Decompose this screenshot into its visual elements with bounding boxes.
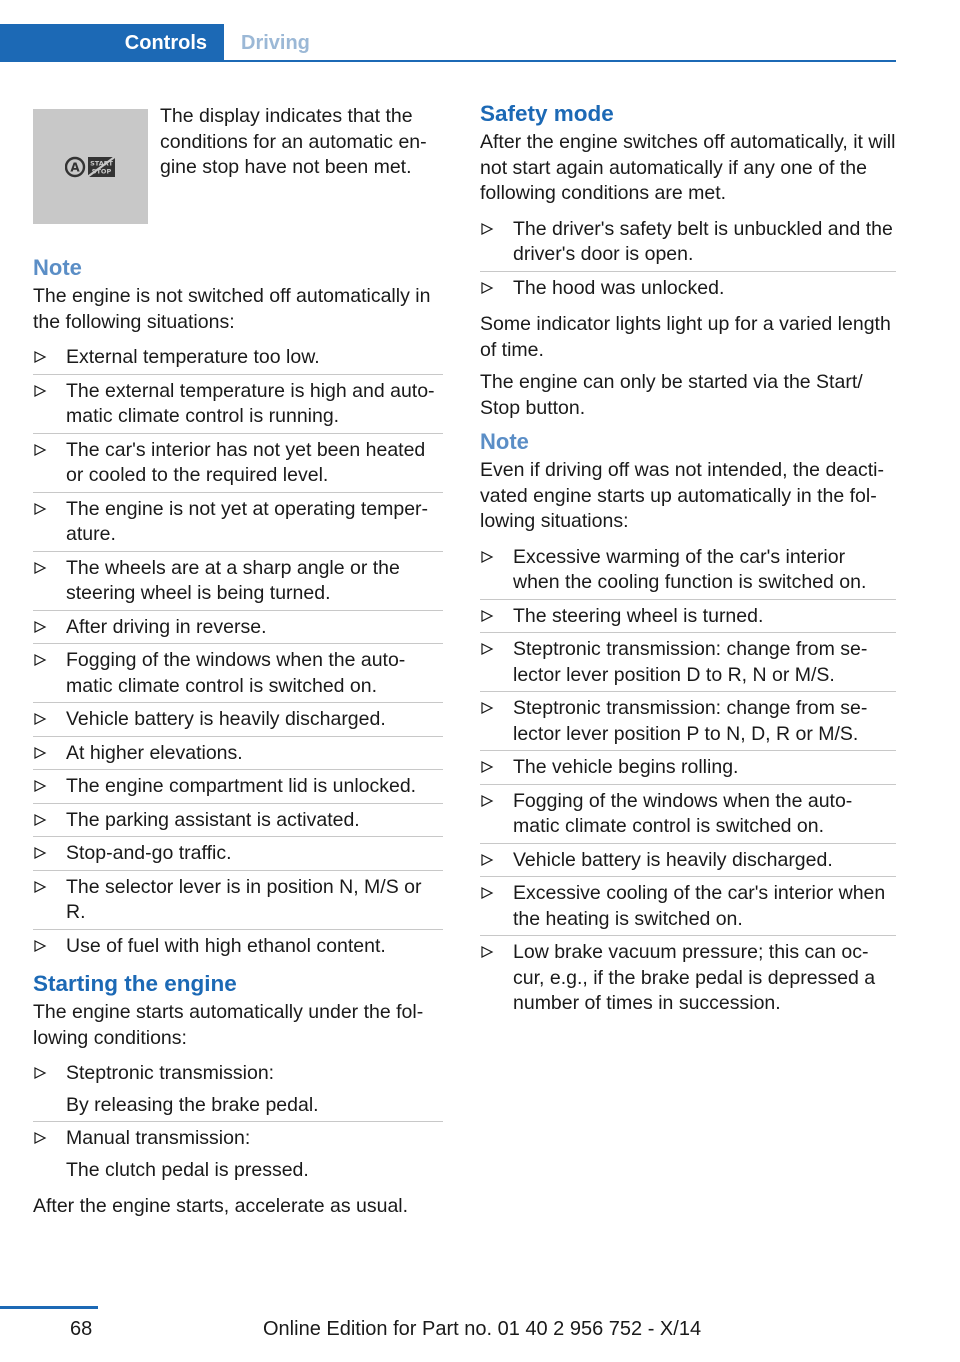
triangle-bullet-icon (480, 794, 494, 808)
triangle-bullet-icon (33, 384, 47, 398)
list-item (480, 878, 896, 937)
icon-label-stop: STOP (91, 167, 111, 175)
list-item-text: Low brake vacuum pressure; this can oc‐cur, e.g., if the brake pedal is depressed a number of times in succession. (513, 941, 876, 1014)
list-item-text: The driver's safety belt is unbuckled and the driver's door is open. (513, 217, 893, 265)
list-item (480, 634, 896, 693)
list-item (480, 937, 896, 1022)
triangle-bullet-icon (33, 880, 47, 894)
tab-driving-label: Driving (241, 31, 310, 54)
list-item (33, 738, 443, 772)
list-item-text: At higher elevations. (66, 741, 243, 764)
list-item-text: The parking assistant is activated. (66, 808, 360, 831)
page-number: 68 (70, 1318, 93, 1340)
triangle-bullet-icon (33, 939, 47, 953)
auto-start-stop-icon-graphic (65, 155, 117, 179)
list-item-text: After driving in reverse. (66, 615, 267, 638)
list-item (33, 645, 443, 704)
list-item (480, 601, 896, 635)
tab-controls-label: Controls (124, 31, 207, 54)
list-item-text: Use of fuel with high ethanol content. (66, 934, 386, 957)
triangle-bullet-icon (33, 746, 47, 760)
list-item-text: Stop-and-go traffic. (66, 842, 232, 864)
safety-paragraph-2: The engine can only be started via the Start/ Stop button. (480, 371, 863, 419)
safety-list (480, 214, 896, 307)
list-item-text: The steering wheel is turned. (513, 604, 764, 627)
list-item-text: External temperature too low. (66, 346, 320, 368)
list-item-text: The engine compartment lid is unlocked. (66, 775, 417, 797)
list-item (33, 612, 443, 646)
list-item (480, 845, 896, 879)
note-heading: Note (33, 255, 82, 280)
triangle-bullet-icon (33, 846, 47, 860)
list-item-text: Vehicle battery is heavily discharged. (513, 848, 833, 871)
tab-controls[interactable] (0, 24, 224, 62)
left-column (33, 100, 443, 1227)
triangle-bullet-icon (480, 853, 494, 867)
icon-label-start: START (89, 159, 113, 167)
list-item-detail: By releasing the brake pedal. (66, 1093, 319, 1116)
list-item (33, 838, 443, 872)
list-item (480, 542, 896, 601)
triangle-bullet-icon (480, 642, 494, 656)
list-item-text: Vehicle battery is heavily discharged. (66, 708, 386, 730)
list-item-detail: The clutch pedal is pressed. (66, 1158, 309, 1181)
list-item (33, 435, 443, 494)
note-intro: The engine is not switched off automatically in the following situations: (33, 285, 431, 333)
note-heading: Note (480, 429, 529, 454)
triangle-bullet-icon (33, 502, 47, 516)
triangle-bullet-icon (33, 1131, 47, 1145)
starting-intro: The engine starts automatically under the fol‐lowing conditions: (33, 1001, 424, 1049)
triangle-bullet-icon (480, 222, 494, 236)
triangle-bullet-icon (33, 712, 47, 726)
triangle-bullet-icon (33, 561, 47, 575)
list-item-text: Fogging of the windows when the auto‐matic climate control is switched on. (66, 649, 406, 697)
safety-intro: After the engine switches off automatically, it will not start again automatically if any one of the following conditions are met. (480, 131, 896, 204)
list-item (33, 342, 443, 376)
triangle-bullet-icon (33, 779, 47, 793)
icon-block (33, 100, 443, 224)
right-column (480, 100, 896, 1028)
triangle-bullet-icon (480, 281, 494, 295)
list-item (33, 872, 443, 931)
note-list (480, 542, 896, 1022)
safety-paragraph-1: Some indicator lights light up for a varied length of time. (480, 313, 891, 361)
list-item (33, 494, 443, 553)
starting-outro: After the engine starts, accelerate as usual. (33, 1195, 409, 1217)
starting-list (33, 1058, 443, 1188)
list-item (33, 931, 443, 965)
list-item-title: Steptronic transmission: (66, 1062, 275, 1084)
list-item-text: Excessive warming of the car's interior when the cooling function is switched on. (513, 545, 867, 593)
list-item (33, 1123, 443, 1188)
list-item-text: The car's interior has not yet been heated or cooled to the required level. (66, 438, 426, 486)
safety-mode-heading: Safety mode (480, 101, 614, 126)
triangle-bullet-icon (33, 653, 47, 667)
svg-text:A: A (69, 160, 80, 174)
tab-driving[interactable] (224, 24, 310, 62)
triangle-bullet-icon (33, 813, 47, 827)
triangle-bullet-icon (33, 443, 47, 457)
triangle-bullet-icon (33, 350, 47, 364)
list-item-title: Manual transmission: (66, 1127, 251, 1149)
list-item (480, 786, 896, 845)
list-item-text: The vehicle begins rolling. (513, 756, 739, 778)
list-item (480, 273, 896, 307)
triangle-bullet-icon (480, 701, 494, 715)
edition-text: Online Edition for Part no. 01 40 2 956 752 - X/14 (263, 1318, 702, 1340)
list-item-text: Excessive cooling of the car's interior when the heating is switched on. (513, 882, 886, 930)
list-item (33, 553, 443, 612)
list-item-text: The engine is not yet at operating temper‐ature. (66, 497, 429, 545)
list-item-text: The hood was unlocked. (513, 276, 725, 299)
list-item-text: Steptronic transmission: change from se‐lector lever position P to N, D, R or M/S. (513, 697, 868, 745)
triangle-bullet-icon (480, 760, 494, 774)
list-item-text: The external temperature is high and auto‐matic climate control is running. (66, 379, 435, 427)
triangle-bullet-icon (33, 1066, 47, 1080)
list-item-text: The selector lever is in position N, M/S or R. (66, 875, 422, 923)
list-item (33, 771, 443, 805)
list-item-text: The wheels are at a sharp angle or the steering wheel is being turned. (66, 556, 400, 604)
page-header (0, 0, 896, 64)
starting-heading: Starting the engine (33, 971, 237, 996)
list-item (33, 805, 443, 839)
footer-divider (0, 1306, 98, 1309)
triangle-bullet-icon (480, 550, 494, 564)
list-item-text: Fogging of the windows when the auto‐matic climate control is switched on. (513, 789, 853, 837)
list-item-text: Steptronic transmission: change from se‐lector lever position D to R, N or M/S. (513, 638, 868, 686)
list-item (33, 1058, 443, 1123)
list-item (480, 693, 896, 752)
auto-start-stop-unavailable-icon (33, 109, 148, 224)
list-item (33, 376, 443, 435)
note-intro: Even if driving off was not intended, the deacti‐vated engine starts up automatically in the fol‐lowing situations: (480, 459, 884, 532)
triangle-bullet-icon (480, 609, 494, 623)
list-item (480, 214, 896, 273)
list-item (33, 704, 443, 738)
list-item (480, 752, 896, 786)
header-divider (0, 60, 896, 62)
note-list (33, 342, 443, 964)
triangle-bullet-icon (33, 620, 47, 634)
icon-description: The display indicates that the conditions for an automatic en‐gine stop have not been met. (160, 105, 427, 178)
triangle-bullet-icon (480, 886, 494, 900)
triangle-bullet-icon (480, 945, 494, 959)
